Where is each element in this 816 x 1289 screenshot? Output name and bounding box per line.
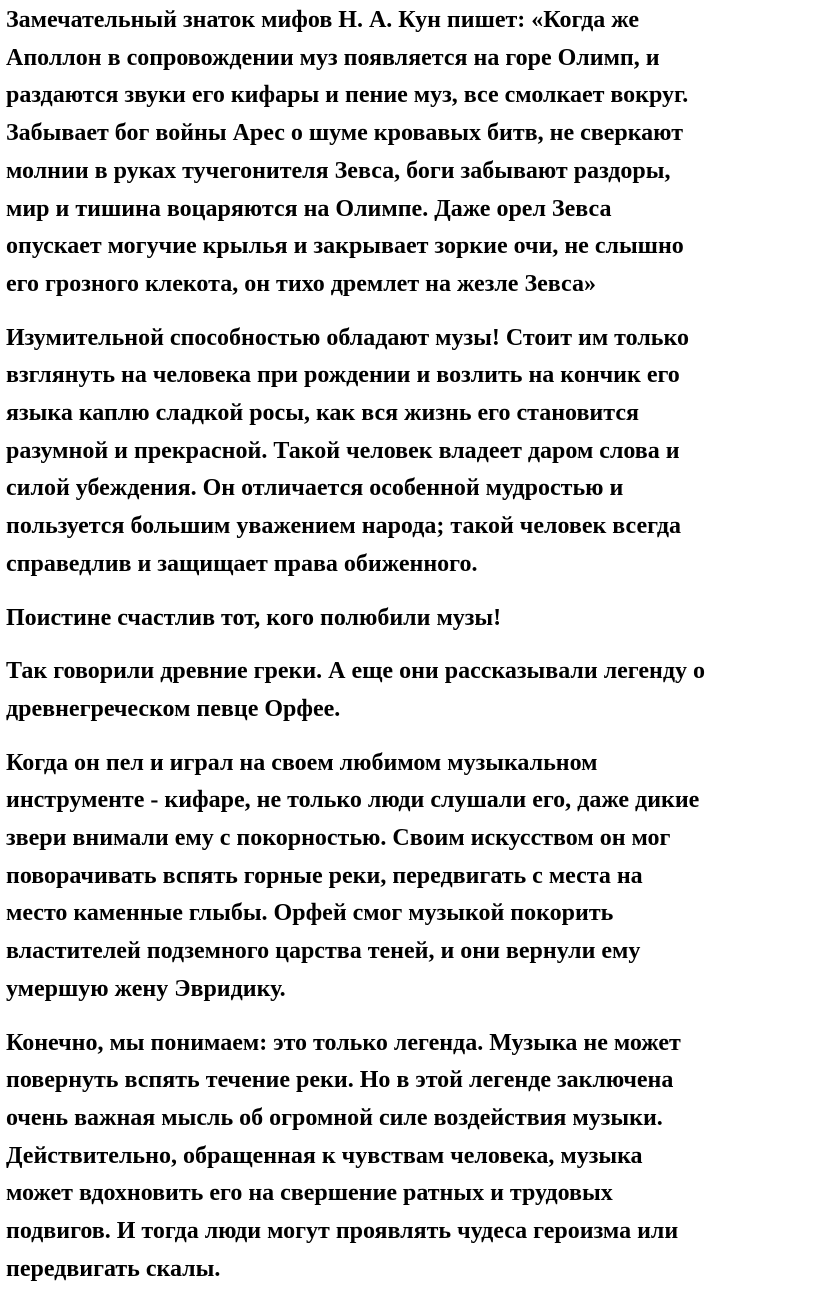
paragraph-orpheus-legend: Когда он пел и играл на своем любимом музыкальном инструменте - кифаре, не только люди слушали его, даже дикие звери внимали ему с покорностью. Своим искусством он мог поворачивать вспять горные реки, передвигать с места на место каменные глыбы. Орфей смог музыкой покорить властителей подземного царства теней, и они вернули ему умершую жену Эвридику. — [6, 749, 700, 1002]
paragraph-orpheus-intro: Так говорили древние греки. А еще они рассказывали легенду о древнегреческом певце Орфее. — [6, 658, 706, 722]
paragraph-music-power: Конечно, мы понимаем: это только легенда. Музыка не может повернуть вспять течение реки. Но в этой легенде заключена очень важная мысль об огромной силе воздействия музыки. Действительно, обращенная к чувствам человека, музыка может вдохновить его на свершение ратных и трудовых подвигов. И тогда люди могут проявлять чудеса героизма или передвигать скалы. — [6, 1029, 681, 1282]
paragraph-happy-muses: Поистине счастлив тот, кого полюбили музы! — [6, 604, 502, 631]
paragraph-muses-ability: Изумительной способностью обладают музы! Стоит им только взглянуть на человека при рождении и возлить на кончик его языка каплю сладкой росы, как вся жизнь его становится разумной и прекрасной. Такой человек владеет даром слова и силой убеждения. Он отличается особенной мудростью и пользуется большим уважением народа; такой человек всегда справедлив и защищает права обиженного. — [6, 324, 690, 577]
paragraph-kun-quote: Замечательный знаток мифов Н. А. Кун пишет: «Когда же Аполлон в сопровождении муз появляется на горе Олимп, и раздаются звуки его кифары и пение муз, все смолкает вокруг. Забывает бог войны Арес о шуме кровавых битв, не сверкают молнии в руках тучегонителя Зевса, боги забывают раздоры, мир и тишина воцаряются на Олимпе. Даже орел Зевса опускает могучие крылья и закрывает зоркие очи, не слышно его грозного клекота, он тихо дремлет на жезле Зевса» — [6, 7, 689, 297]
